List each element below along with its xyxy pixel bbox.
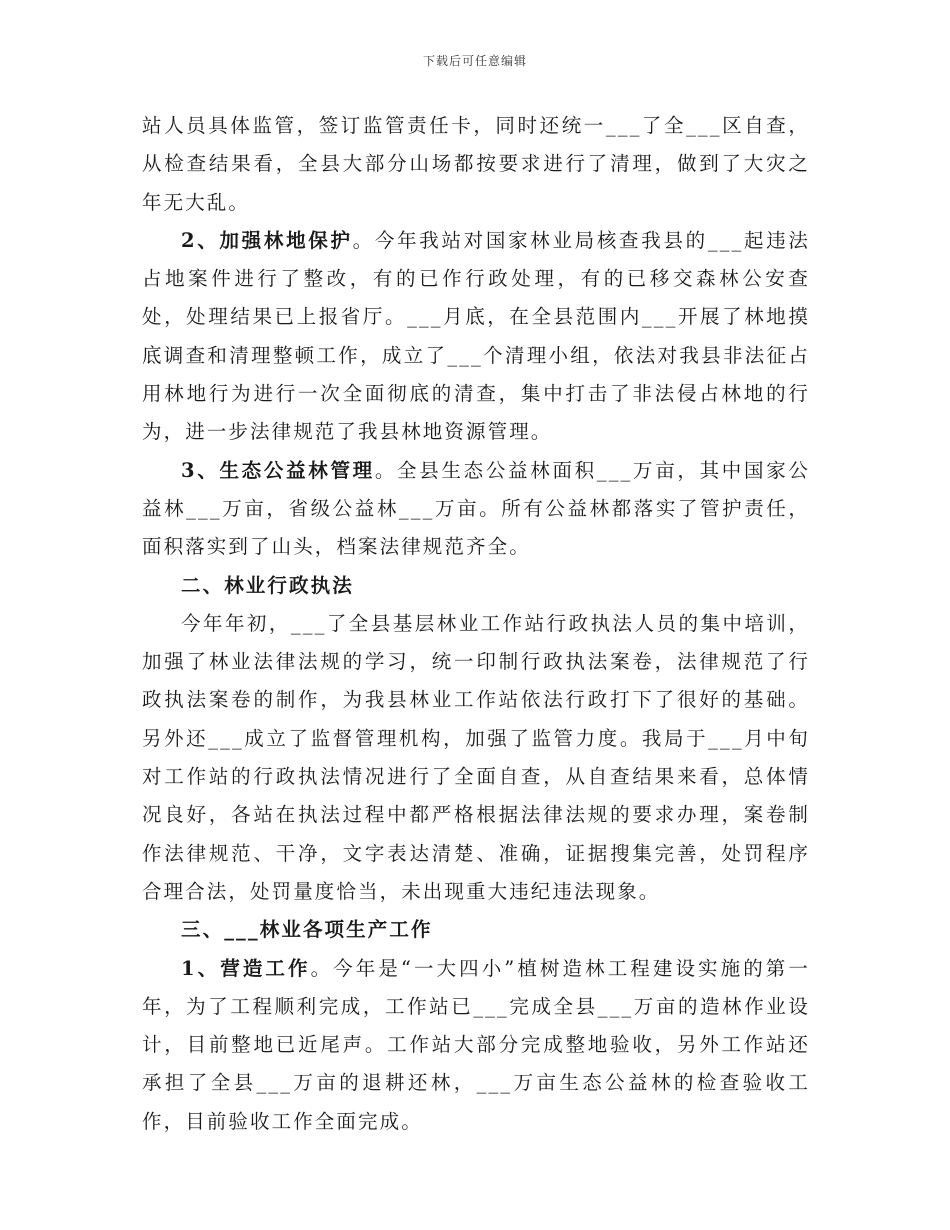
paragraph-lead: 2、加强林地保护 — [181, 228, 353, 252]
paragraph-continuation — [142, 107, 810, 222]
paragraph-text: 。全县生态公益林面积___万亩，其中国家公益林___万亩，省级公益林___万亩。所有公益林都落实了管护责任，面积落实到了山头，档案法律规范齐全。 — [142, 458, 810, 559]
document-body — [142, 107, 810, 1141]
paragraph-afforestation — [142, 950, 810, 1141]
paragraph-text: 。今年是“一大四小”植树造林工程建设实施的第一年，为了工程顺利完成，工作站已___完成全县___万亩的造林作业设计，目前整地已近尾声。工作站大部分完成整地验收，另外工作站还承担了全县___万亩的退耕还林，___万亩生态公益林的检查验收工作，目前验收工作全面完成。 — [142, 956, 810, 1133]
paragraph-text: 今年年初，___了全县基层林业工作站行政执法人员的集中培训，加强了林业法律法规的学习，统一印制行政执法案卷，法律规范了行政执法案卷的制作，为我县林业工作站依法行政打下了很好的基础。另外还___成立了监督管理机构，加强了监管力度。我局于___月中旬对工作站的行政执法情况进行了全面自查，从自查结果来看，总体情况良好，各站在执法过程中都严格根据法律法规的要求办理，案卷制作法律规范、干净，文字表达清楚、准确，证据搜集完善，处罚程序合理合法，处罚量度恰当，未出现重大违纪违法现象。 — [142, 611, 810, 903]
paragraph-ecological-forest — [142, 452, 810, 567]
paragraph-text: 站人员具体监管，签订监管责任卡，同时还统一___了全___区自查，从检查结果看，全县大部分山场都按要求进行了清理，做到了大灾之年无大乱。 — [142, 114, 810, 214]
section-heading-production-work: 三、___林业各项生产工作 — [181, 918, 433, 942]
section-heading-law-enforcement: 二、林业行政执法 — [181, 573, 354, 597]
paragraph-law-enforcement — [142, 605, 810, 911]
paragraph-forest-land-protection — [142, 222, 810, 452]
paragraph-lead: 3、生态公益林管理 — [181, 458, 375, 482]
paragraph-text: 。今年我站对国家林业局核查我县的___起违法占地案件进行了整改，有的已作行政处理，有的已移交森林公安查处，处理结果已上报省厅。___月底，在全县范围内___开展了林地摸底调查和清理整顿工作，成立了___个清理小组，依法对我县非法征占用林地行为进行一次全面彻底的清查，集中打击了非法侵占林地的行为，进一步法律规范了我县林地资源管理。 — [142, 228, 811, 444]
paragraph-lead: 1、营造工作 — [181, 956, 311, 980]
page-header: 下载后可任意编辑 — [422, 54, 527, 68]
